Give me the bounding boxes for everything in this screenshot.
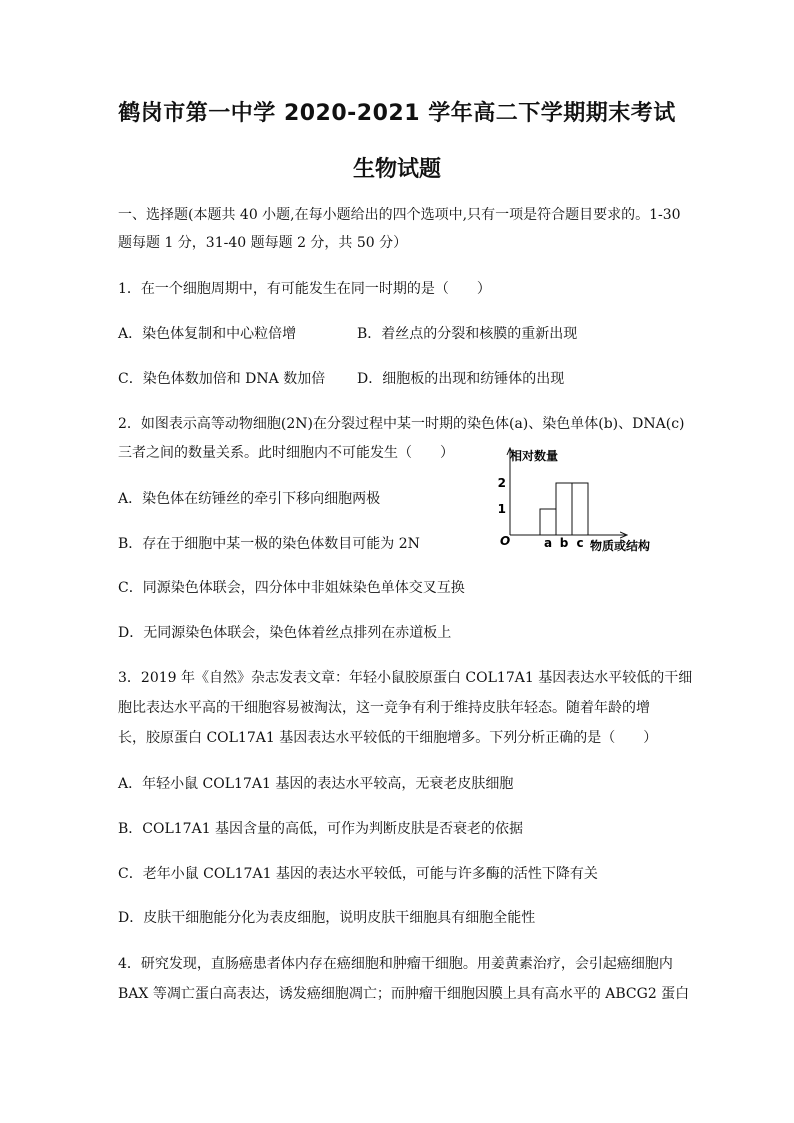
exam-subtitle: 生物试题 bbox=[352, 157, 441, 182]
q3-option-b: B．COL17A1 基因含量的高低，可作为判断皮肤是否衰老的依据 bbox=[118, 821, 524, 837]
chart-origin: O bbox=[500, 534, 511, 548]
chart-xlabel: 物质或结构 bbox=[590, 539, 651, 553]
q2-option-b: B．存在于细胞中某一极的染色体数目可能为 2N bbox=[118, 536, 420, 552]
q3-stem-line1: 3．2019 年《自然》杂志发表文章：年轻小鼠胶原蛋白 COL17A1 基因表达水平较低的干细 bbox=[118, 670, 693, 686]
q2-option-a: A．染色体在纺锤丝的牵引下移向细胞两极 bbox=[118, 491, 381, 507]
q4-stem-line1: 4．研究发现，直肠癌患者体内存在癌细胞和肿瘤干细胞。用姜黄素治疗，会引起癌细胞内 bbox=[118, 956, 673, 972]
q1-stem: 1．在一个细胞周期中，有可能发生在同一时期的是（ ） bbox=[118, 281, 491, 297]
exam-title: 鹤岗市第一中学 2020-2021 学年高二下学期期末考试 bbox=[118, 101, 676, 126]
q4-stem-line2: BAX 等凋亡蛋白高表达，诱发癌细胞凋亡；而肿瘤干细胞因膜上具有高水平的 ABCG2 蛋白 bbox=[118, 986, 690, 1002]
chart-category-label-c: c bbox=[576, 536, 584, 550]
q3-stem-line3: 长，胶原蛋白 COL17A1 基因表达水平较低的干细胞增多。下列分析正确的是（ ） bbox=[118, 730, 658, 746]
section-instructions-line1: 一、选择题(本题共 40 小题,在每小题给出的四个选项中,只有一项是符合题目要求的。1-30 bbox=[118, 207, 681, 223]
chart-category-label-a: a bbox=[543, 536, 553, 550]
chart-ytick-label: 1 bbox=[497, 502, 506, 516]
q2-option-d: D．无同源染色体联会，染色体着丝点排列在赤道板上 bbox=[118, 625, 452, 641]
chart-ytick-label: 2 bbox=[497, 476, 506, 490]
chart-bar-a bbox=[540, 509, 556, 535]
q1-option-b: B．着丝点的分裂和核膜的重新出现 bbox=[357, 326, 578, 342]
q1-option-c: C．染色体数加倍和 DNA 数加倍 bbox=[118, 371, 326, 387]
q2-option-c: C．同源染色体联会，四分体中非姐妹染色单体交叉互换 bbox=[118, 580, 465, 596]
q2-bar-chart bbox=[492, 440, 682, 560]
q1-option-d: D．细胞板的出现和纺锤体的出现 bbox=[357, 371, 565, 387]
q2-stem-line2: 三者之间的数量关系。此时细胞内不可能发生（ ） bbox=[118, 445, 454, 461]
q3-option-d: D．皮肤干细胞能分化为表皮细胞，说明皮肤干细胞具有细胞全能性 bbox=[118, 910, 536, 926]
section-instructions-line2: 题每题 1 分，31-40 题每题 2 分，共 50 分） bbox=[118, 235, 408, 251]
chart-bar-c bbox=[572, 483, 588, 535]
q3-option-a: A．年轻小鼠 COL17A1 基因的表达水平较高，无衰老皮肤细胞 bbox=[118, 776, 514, 792]
q3-stem-line2: 胞比表达水平高的干细胞容易被淘汰，这一竞争有利于维持皮肤年轻态。随着年龄的增 bbox=[118, 700, 650, 716]
chart-category-label-b: b bbox=[559, 536, 569, 550]
chart-bar-b bbox=[556, 483, 572, 535]
q3-option-c: C．老年小鼠 COL17A1 基因的表达水平较低，可能与许多酶的活性下降有关 bbox=[118, 866, 598, 882]
q2-stem-line1: 2．如图表示高等动物细胞(2N)在分裂过程中某一时期的染色体(a)、染色单体(b)、DNA(c) bbox=[118, 416, 685, 432]
chart-ylabel: 相对数量 bbox=[510, 449, 559, 463]
q1-option-a: A．染色体复制和中心粒倍增 bbox=[118, 326, 297, 342]
